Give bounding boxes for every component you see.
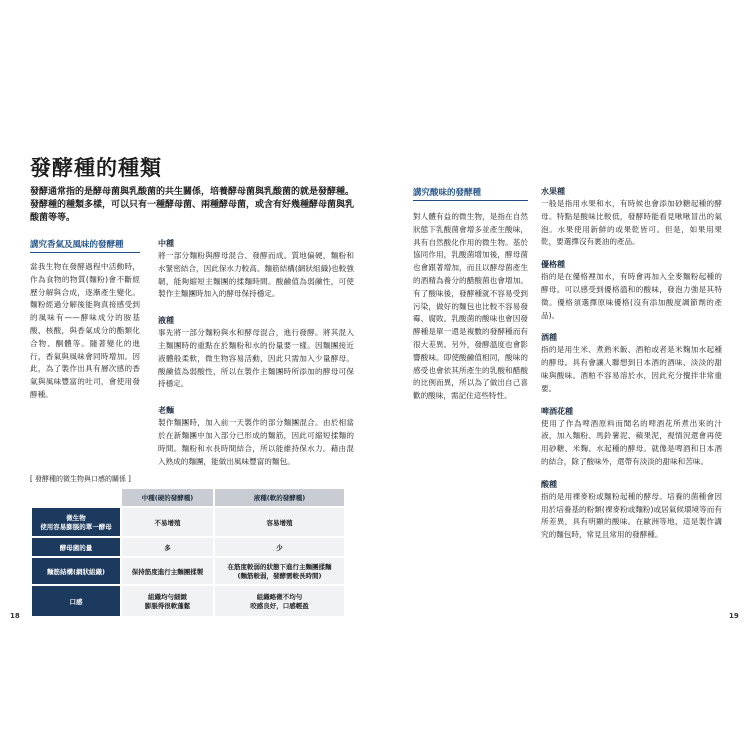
table-column-header: 液種(軟的發酵種) bbox=[215, 489, 344, 506]
ferment-heading: 酸種 bbox=[541, 479, 557, 489]
intro-paragraph: 發酵通常指的是酵母菌與乳酸菌的共生關係，培養酵母菌與乳酸菌的就是發酵種。發酵種的種類多樣，可以只有一種酵母菌、兩種酵母菌，或含有好幾種酵母菌與乳酸菌等等。 bbox=[30, 187, 355, 223]
ferment-text: 指的是用生米、煮熟米飯、酒粕或者是米麴加水起種的酵母。具有會讓人聯想到日本酒的酒味、淡淡的甜味與酸味。酒粕不容易溶於水，因此充分攪拌非常重要。 bbox=[541, 345, 722, 393]
table-row bbox=[32, 508, 344, 536]
table-row-label: 酵母菌的量 bbox=[32, 538, 120, 556]
ferment-block-sour bbox=[541, 479, 722, 542]
ferment-heading: 水果種 bbox=[541, 187, 565, 196]
left-section-heading: 講究香氣及風味的發酵種 bbox=[30, 238, 140, 253]
ferment-heading: 優格種 bbox=[541, 260, 565, 270]
ferment-block-yezhong bbox=[158, 315, 354, 391]
ferment-block-fruit bbox=[541, 186, 722, 249]
ferment-heading: 酒種 bbox=[541, 333, 557, 343]
ferment-heading: 液種 bbox=[158, 316, 174, 326]
ferment-block-yogurt bbox=[541, 259, 722, 322]
ferment-text: 製作麵團時，加入前一天製作的部分麵團混合。由於相當於在新麵團中加入部分已形成的麵筋，因此可縮短揉麵的時間。麵粉和水長時間結合，所以能維持保水力。藉由混入熟成的麵團，能做出風味豐富的麵包。 bbox=[158, 418, 354, 466]
ferment-text: 指的是在優格裡加水，有時會再加入全麥麵粉起種的酵母。可以感受到優格溫和的酸味，發泡力強是其特徵。優格須選擇原味優格(沒有添加酸度調節劑的產品)。 bbox=[541, 272, 722, 320]
table-cell: 組織均勻細緻 膨脹得很軟蓬鬆 bbox=[122, 586, 213, 616]
table-cell: 保持筋度進行主麵團揉製 bbox=[122, 558, 213, 584]
table-row bbox=[32, 586, 344, 616]
ferment-text: 指的是用裸麥粉或麵粉起種的酵母。培養的菌種會因用於培養基的粉類(裸麥粉或麵粉)或居氣候環境等而有所差異，具有明顯的酸味。在歐洲等地，這是製作講究的麵包時，常見且常用的發酵種。 bbox=[541, 491, 722, 540]
page-number-right: 19 bbox=[729, 612, 739, 620]
ferment-heading: 啤酒花種 bbox=[541, 406, 573, 416]
left-section bbox=[30, 238, 140, 402]
table-row-label: 麵筋結構(網狀組織) bbox=[32, 558, 120, 584]
table-row-label: 口感 bbox=[32, 586, 120, 616]
table-cell: 在筋度較弱的狀態下進行主麵團揉麵 (麵筋較弱，發酵需較長時間) bbox=[215, 558, 344, 584]
table-row bbox=[32, 558, 344, 584]
table-column-header: 中種(硬的發酵種) bbox=[122, 489, 213, 506]
right-section-heading: 講究酸味的發酵種 bbox=[413, 186, 528, 201]
table-caption: [ 發酵種的微生物與口感的關係 ] bbox=[30, 475, 131, 483]
ferment-text: 一般是指用水果和水，有時候也會添加砂糖起種的酵母。特點是酸味比較低，發酵時能看見啾啾冒出的氣泡。水果使用新鮮的或果乾皆可。但是，如果用果乾，要選擇沒有裹油的產品。 bbox=[541, 199, 722, 247]
ferment-heading: 老麵 bbox=[158, 406, 174, 416]
left-section-text: 當我生物在發酵過程中活動時，作為食物的物質(麵粉)會不斷經歷分解與合成，逐漸產生變化。麵粉經過分解後能夠真接感受到的風味有——酵味成分的胺基酸、核酸，與香氣成分的酯類化合物、酮體等。隨著變化的進行，香氣與風味會同時增加。因此，為了製作出具有層次感的香氣與風味豐富的吐司，會使用發酵種。 bbox=[30, 262, 140, 399]
middle-column bbox=[158, 238, 354, 482]
table-cell: 組織略微不均勻 咬感良好，口感輕盈 bbox=[215, 586, 344, 616]
ferment-text: 使用了作為啤酒原料而聞名的啤酒花所煮出來的汁液，加入麵粉、馬鈴薯泥、蘋果泥，視情況還會再使用砂糖、米麴、水起種的酵母。就像是啤酒和日本酒的結合，除了酸味外，還帶有淡淡的甜味和苦味。 bbox=[541, 418, 722, 466]
table-corner bbox=[32, 489, 120, 506]
right-section bbox=[413, 186, 528, 403]
table-header-row bbox=[32, 489, 344, 506]
table-cell: 不易增殖 bbox=[122, 508, 213, 536]
page-title: 發酵種的種類 bbox=[30, 156, 162, 180]
table-cell: 容易增殖 bbox=[215, 508, 344, 536]
ferment-block-zhongzhong bbox=[158, 238, 354, 301]
ferment-heading: 中種 bbox=[158, 239, 174, 248]
table-row-label: 微生物 使用容易膨脹的單一酵母 bbox=[32, 508, 120, 536]
table-row bbox=[32, 538, 344, 556]
far-right-column bbox=[541, 186, 722, 556]
ferment-block-hops bbox=[541, 406, 722, 469]
right-section-text: 對人體有益的微生物，是指在自然狀態下乳酸菌會增多並產生酸味，具有自然酸化作用的微生物。基於協同作用，乳酸菌增加後，酵母菌也會跟著增加，而且以酵母菌產生的酒精為養分的醋酸菌也會增加。有了酸味後，發酵種就不容易受到污染，做好的麵包也比較不容易發霉、腐敗。乳酸菌的酸味也會因發酵種是單一還是複數的發酵種而有很大差異。另外，發酵溫度也會影響酸味。即使酸鹼值相同，酸味的感受也會依其所產生的乳酸和醋酸的比例而異，所以為了做出自己喜歡的酸味，需記住這些特性。 bbox=[413, 212, 528, 401]
page-number-left: 18 bbox=[10, 612, 20, 620]
ferment-block-laomian bbox=[158, 405, 354, 468]
ferment-text: 事先將一部分麵粉與水和酵母混合，進行發酵。將其混入主麵團時的重點在於麵粉和水的份量要一樣。因麵團接近液體般柔軟，微生物容易活動，因此只需加入少量酵母。酸鹼值為弱酸性，所以在製作主麵團時所添加的酵母可保持穩定。 bbox=[158, 328, 354, 389]
table-cell: 多 bbox=[122, 538, 213, 556]
table-cell: 少 bbox=[215, 538, 344, 556]
comparison-table bbox=[30, 487, 346, 618]
ferment-text: 將一部分麵粉與酵母混合、發酵而成。質地偏硬，麵粉和水緊密結合，因此保水力較高。麵筋結構(網狀組織)也較強韌，能夠縮短主麵團的揉麵時間。酸鹼值為弱鹼性，可使製作主麵團時加入的酵母保持穩定。 bbox=[158, 251, 354, 299]
ferment-block-sake bbox=[541, 332, 722, 395]
